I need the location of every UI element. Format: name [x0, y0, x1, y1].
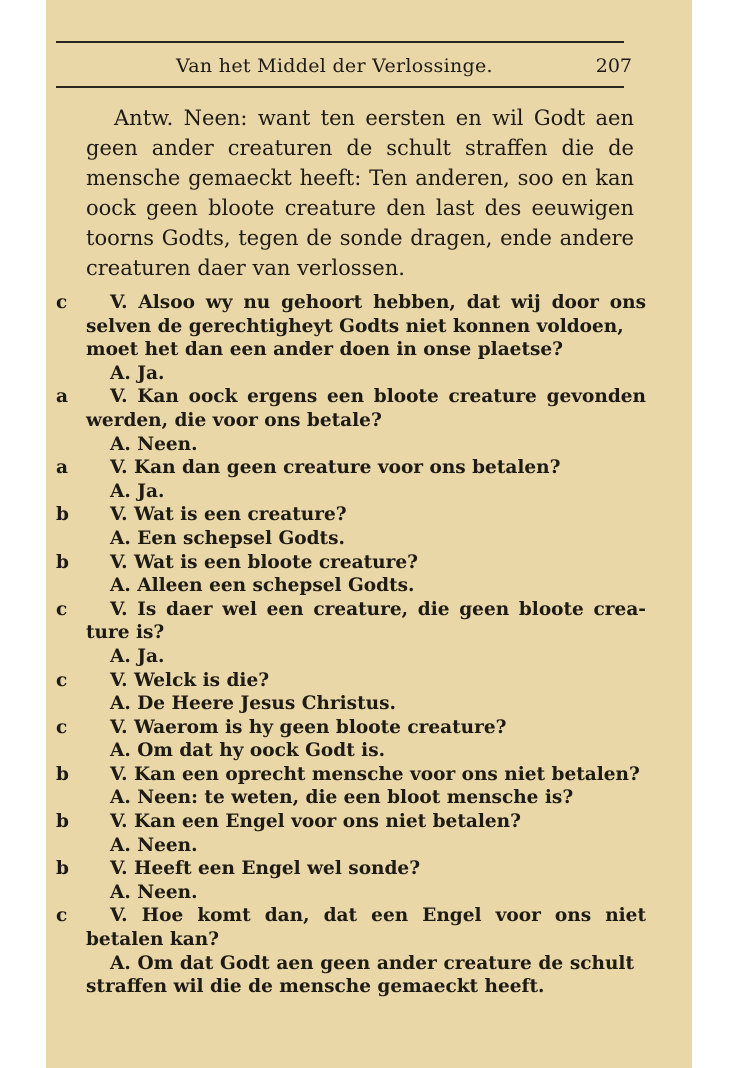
margin-marker: b	[56, 504, 69, 526]
question-continuation: selven de gerechtigheyt Godts niet konnen voldoen,	[86, 315, 624, 337]
answer-line	[46, 692, 646, 716]
answer-text: A. Om dat hy oock Godt is.	[110, 740, 386, 762]
running-title: Van het Middel der Verlossinge.	[176, 55, 493, 77]
answer-text: A. Ja.	[110, 480, 165, 502]
question-line	[46, 669, 646, 693]
answer-text: A. Neen.	[110, 433, 198, 455]
header-top-rule	[56, 41, 624, 43]
question-line	[46, 291, 646, 315]
question-text: V. Kan een Engel voor ons niet betalen?	[110, 811, 521, 833]
answer-line	[46, 362, 646, 386]
answer-text: A. Neen.	[110, 834, 198, 856]
question-continuation: betalen kan?	[86, 929, 220, 951]
question-text: V. Kan een oprecht mensche voor ons niet betalen?	[110, 763, 640, 785]
margin-marker: b	[56, 763, 69, 785]
question-continuation: werden, die voor ons betale?	[86, 409, 382, 431]
margin-marker: c	[56, 598, 68, 620]
question-continuation: ture is?	[86, 622, 165, 644]
question-text: V. Hoe komt dan, dat een Engel voor ons niet	[110, 905, 646, 927]
question-text: V. Kan dan geen creature voor ons betalen?	[110, 457, 561, 479]
answer-text: A. Alleen een schepsel Godts.	[110, 575, 415, 597]
answer-line	[46, 480, 646, 504]
question-line	[46, 857, 646, 881]
question-line	[46, 315, 646, 339]
final-answer-line	[46, 975, 646, 999]
question-line	[46, 409, 646, 433]
margin-marker: c	[56, 292, 68, 313]
margin-marker: a	[56, 457, 68, 479]
margin-marker: b	[56, 858, 69, 880]
final-answer-continuation: straffen wil die de mensche gemaeckt heeft.	[86, 976, 545, 998]
question-line	[46, 503, 646, 527]
final-answer-text: A. Om dat Godt aen geen ander creature de schult	[110, 952, 634, 974]
question-line	[46, 551, 646, 575]
answer-line	[46, 834, 646, 858]
question-text: V. Kan oock ergens een bloote creature gevonden	[110, 386, 646, 408]
question-line	[46, 456, 646, 480]
margin-marker: c	[56, 905, 68, 927]
question-text: V. Wat is een creature?	[110, 504, 347, 526]
answer-text: A. Neen.	[110, 881, 198, 903]
question-line	[46, 904, 646, 928]
margin-marker: c	[56, 716, 68, 738]
answer-line	[46, 433, 646, 457]
question-line	[46, 716, 646, 740]
question-continuation: moet het dan een ander doen in onse plaetse?	[86, 339, 564, 361]
question-line	[46, 385, 646, 409]
answer-text: A. Ja.	[110, 362, 165, 384]
answer-line	[46, 786, 646, 810]
question-line	[46, 810, 646, 834]
final-answer-line	[46, 952, 646, 976]
question-answer-list	[46, 291, 646, 999]
question-text: V. Is daer wel een creature, die geen bloote crea-	[110, 598, 646, 620]
answer-line	[46, 527, 646, 551]
page-number: 207	[595, 55, 632, 77]
question-line	[46, 928, 646, 952]
margin-marker: a	[56, 386, 68, 408]
question-line	[46, 338, 646, 362]
answer-paragraph-text: Antw. Neen: want ten eersten en wil Godt aen geen ander creaturen de schult straffen die de mensche gemaeckt heeft: Ten anderen, soo en kan oock geen bloote creature den last des eeuwigen toorns Godts, tegen de sonde dragen, ende andere creaturen daer van verlossen.	[86, 106, 634, 280]
margin-marker: b	[56, 551, 69, 573]
answer-line	[46, 739, 646, 763]
question-text: V. Heeft een Engel wel sonde?	[110, 858, 421, 880]
answer-text: A. Neen: te weten, die een bloot mensche is?	[110, 787, 574, 809]
answer-line	[46, 574, 646, 598]
answer-text: A. Ja.	[110, 645, 165, 667]
answer-text: A. De Heere Jesus Christus.	[110, 693, 396, 715]
question-line	[46, 763, 646, 787]
margin-marker: c	[56, 669, 68, 691]
answer-line	[46, 645, 646, 669]
margin-marker: b	[56, 811, 69, 833]
book-page	[46, 0, 692, 1068]
question-text: V. Alsoo wy nu gehoort hebben, dat wij door ons	[110, 292, 646, 313]
answer-text: A. Een schepsel Godts.	[110, 527, 345, 549]
question-line	[46, 598, 646, 622]
answer-paragraph	[86, 103, 634, 283]
question-text: V. Wat is een bloote creature?	[110, 551, 418, 573]
header-bottom-rule	[56, 86, 624, 88]
question-text: V. Waerom is hy geen bloote creature?	[110, 716, 507, 738]
question-text: V. Welck is die?	[110, 669, 270, 691]
question-line	[46, 621, 646, 645]
answer-line	[46, 881, 646, 905]
